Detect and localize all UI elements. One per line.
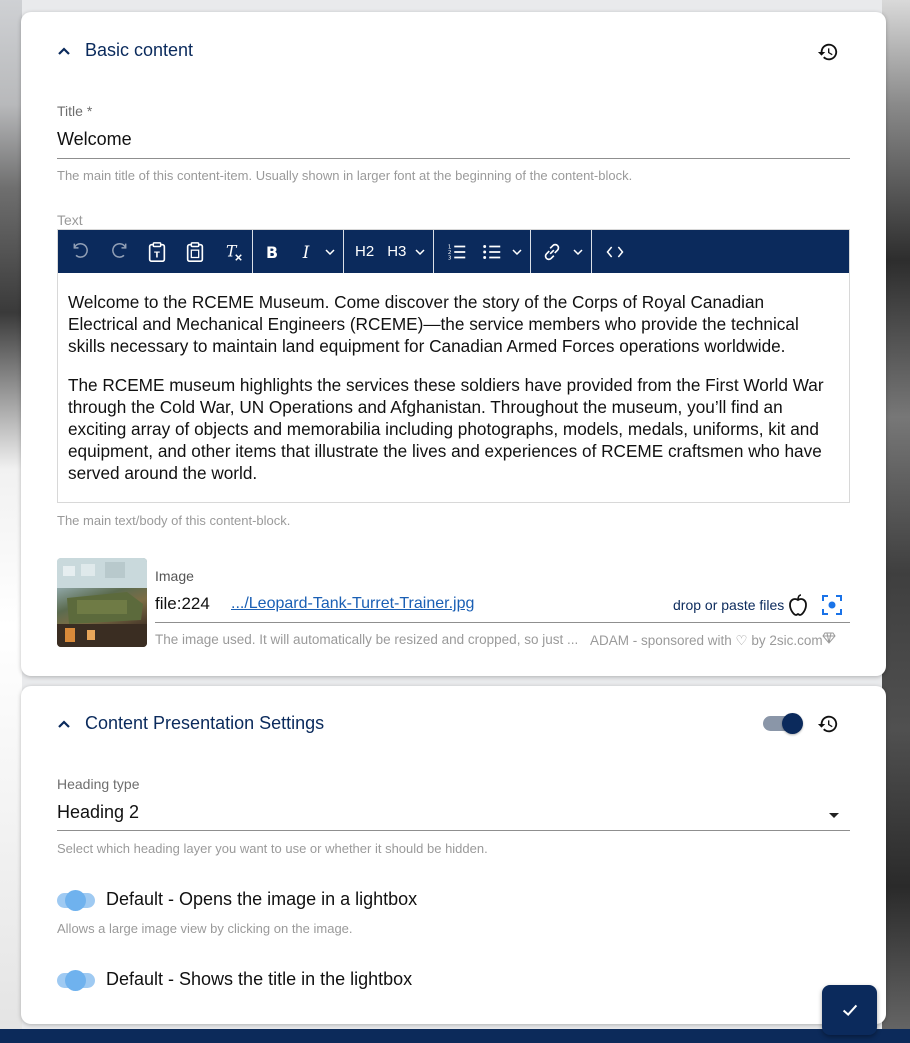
editor-content[interactable] bbox=[68, 291, 838, 501]
bold-icon[interactable] bbox=[253, 230, 291, 273]
title-underline bbox=[57, 158, 850, 159]
undo-icon[interactable] bbox=[62, 230, 100, 273]
numbered-list-icon[interactable] bbox=[438, 230, 476, 273]
lightbox-toggle-label: Default - Opens the image in a lightbox bbox=[106, 889, 418, 909]
chevron-down-icon[interactable] bbox=[569, 230, 587, 273]
chevron-up-icon[interactable] bbox=[57, 44, 71, 58]
paste-icon[interactable] bbox=[176, 230, 214, 273]
lightbox-hint: Allows a large image view by clicking on the image. bbox=[57, 921, 353, 936]
title-input[interactable]: Welcome bbox=[57, 129, 132, 149]
title-hint: The main title of this content-item. Usually shown in larger font at the beginning of the content-block. bbox=[57, 168, 633, 183]
dropdown-arrow-icon[interactable] bbox=[827, 808, 841, 818]
basic-content-card bbox=[21, 12, 886, 676]
link-icon[interactable] bbox=[535, 230, 569, 273]
svg-text:1: 1 bbox=[448, 243, 452, 250]
history-icon[interactable] bbox=[816, 712, 840, 736]
code-icon[interactable] bbox=[596, 230, 634, 273]
toolbar-separator bbox=[252, 230, 253, 273]
svg-text:T: T bbox=[154, 249, 160, 259]
heading-type-label: Heading type bbox=[57, 776, 140, 792]
chevron-down-icon[interactable] bbox=[321, 230, 339, 273]
svg-text:I: I bbox=[302, 242, 310, 262]
section-toggle[interactable] bbox=[763, 713, 803, 733]
redo-icon[interactable] bbox=[100, 230, 138, 273]
toolbar-separator bbox=[433, 230, 434, 273]
bullet-list-icon[interactable] bbox=[476, 230, 508, 273]
image-value-input[interactable]: file:224 bbox=[155, 594, 210, 613]
apple-icon[interactable] bbox=[786, 593, 810, 617]
toolbar-separator bbox=[530, 230, 531, 273]
lightbox-title-toggle[interactable] bbox=[57, 970, 97, 990]
focus-crop-icon[interactable] bbox=[820, 593, 844, 617]
paste-text-icon[interactable] bbox=[138, 230, 176, 273]
lightbox-toggle[interactable] bbox=[57, 890, 97, 910]
check-icon bbox=[839, 999, 861, 1021]
clear-format-icon[interactable] bbox=[214, 230, 252, 273]
svg-text:2: 2 bbox=[448, 249, 452, 256]
chevron-down-icon[interactable] bbox=[508, 230, 526, 273]
diamond-icon bbox=[822, 631, 836, 645]
rich-text-editor[interactable] bbox=[57, 229, 850, 503]
chevron-down-icon[interactable] bbox=[411, 230, 429, 273]
background-bottom-bar bbox=[0, 1029, 910, 1043]
save-button[interactable] bbox=[822, 985, 877, 1035]
background-right bbox=[882, 0, 910, 1043]
heading2-button[interactable]: H2 bbox=[355, 243, 375, 260]
adam-sponsor-text: ADAM - sponsored with ♡ by 2sic.com bbox=[590, 633, 823, 648]
image-label: Image bbox=[155, 568, 194, 584]
image-underline bbox=[155, 622, 850, 623]
basic-content-header[interactable] bbox=[57, 40, 193, 61]
presentation-settings-card bbox=[21, 686, 886, 1024]
toolbar-separator bbox=[591, 230, 592, 273]
svg-text:T: T bbox=[225, 242, 237, 261]
background-left bbox=[0, 0, 22, 1043]
editor-toolbar bbox=[58, 230, 849, 273]
heading-type-select[interactable]: Heading 2 bbox=[57, 802, 140, 822]
lightbox-title-toggle-label: Default - Shows the title in the lightbox bbox=[106, 969, 413, 989]
italic-icon[interactable] bbox=[291, 230, 321, 273]
basic-content-title: Basic content bbox=[85, 40, 194, 60]
svg-text:3: 3 bbox=[448, 254, 452, 261]
history-icon[interactable] bbox=[816, 40, 840, 64]
presentation-settings-title: Content Presentation Settings bbox=[85, 713, 325, 733]
text-label: Text bbox=[57, 212, 83, 228]
drop-files-button[interactable]: drop or paste files bbox=[673, 597, 785, 613]
heading-type-underline bbox=[57, 830, 850, 831]
toolbar-separator bbox=[343, 230, 344, 273]
image-hint: The image used. It will automatically be resized and cropped, so just ... bbox=[155, 632, 579, 647]
svg-text:B: B bbox=[265, 242, 279, 262]
presentation-settings-header[interactable] bbox=[57, 713, 324, 734]
image-file-link[interactable]: .../Leopard-Tank-Turret-Trainer.jpg bbox=[231, 595, 475, 612]
image-thumbnail[interactable] bbox=[57, 558, 147, 647]
chevron-up-icon[interactable] bbox=[57, 717, 71, 731]
heading3-button[interactable]: H3 bbox=[387, 243, 407, 260]
heading-type-hint: Select which heading layer you want to use or whether it should be hidden. bbox=[57, 841, 488, 856]
editor-paragraph: The RCEME museum highlights the services these soldiers have provided from the First World War through the Cold War, UN Operations and Afghanistan. Throughout the museum, you’ll find an exciting array of objects and memorabilia including photographs, models, medals, uniforms, kit and equipment, and other items that illustrate the lives and experiences of RCEME craftsmen who have served around the world. bbox=[68, 375, 824, 483]
title-label: Title * bbox=[57, 103, 93, 119]
text-hint: The main text/body of this content-block. bbox=[57, 513, 291, 528]
editor-paragraph: Welcome to the RCEME Museum. Come discover the story of the Corps of Royal Canadian Electrical and Mechanical Engineers (RCEME)—the service members who provide the technical skills necessary to maintain land equipment for Canadian Armed Forces operations worldwide. bbox=[68, 292, 799, 356]
